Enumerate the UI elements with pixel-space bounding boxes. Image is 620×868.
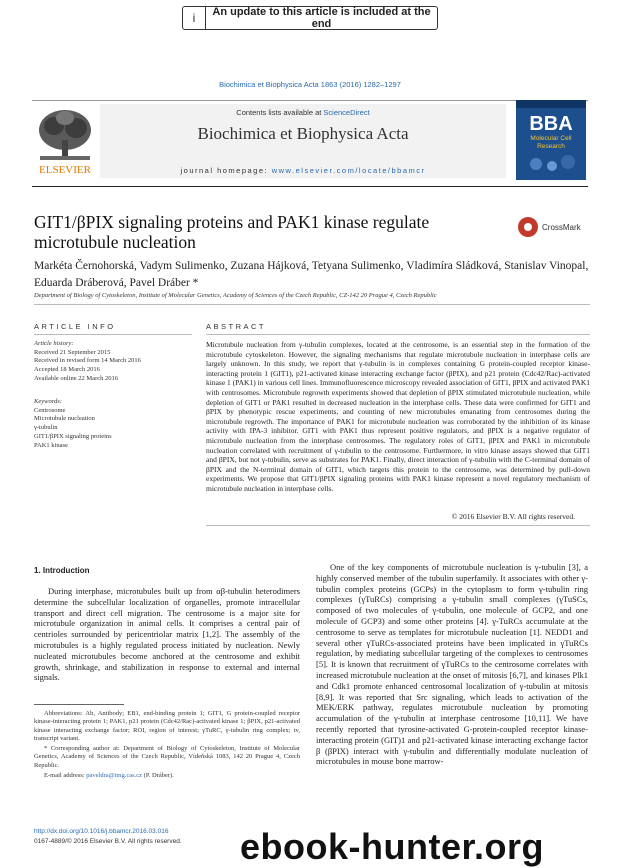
article-info-rule (34, 334, 192, 335)
cover-line-2: Molecular Cell (530, 135, 572, 142)
abstract-copyright: © 2016 Elsevier B.V. All rights reserved. (451, 512, 575, 521)
cover-bba: BBA (529, 113, 573, 135)
crossmark-button[interactable] (518, 216, 590, 238)
history-item: Received 21 September 2015 (34, 348, 111, 356)
elsevier-tree-icon (32, 104, 98, 178)
history-item: Accepted 18 March 2016 (34, 366, 100, 374)
crossmark-label: CrossMark (542, 222, 581, 232)
author-list: Markéta Černohorská, Vadym Sulimenko, Zuzana Hájková, Tetyana Sulimenko, Vladimíra Sládková, Stanislav Vinopal, Eduarda Dráberová, Pavel Dráber * (34, 260, 589, 289)
email-link[interactable]: paveldra@img.cas.cz (86, 772, 143, 780)
article-info-heading: ARTICLE INFO (34, 322, 116, 331)
history-item: Received in revised form 14 March 2016 (34, 357, 141, 365)
history-item: Available online 22 March 2016 (34, 374, 118, 382)
update-banner[interactable] (182, 6, 438, 30)
keyword: GIT1/βPIX signaling proteins (34, 432, 112, 440)
abbreviations-note: Abbreviations: Ab, Antibody; EB1, end-binding protein 1; GIT1, G protein-coupled receptor kinase-interacting protein 1; PAK1, p21 protein (Cdc42/Rac)-activated kinase 1; βPIX, p21-activated kinase interacting exchange factor; ROI, region of interest; γTuRC, γ-tubulin ring complex; tv, transcript variant. (34, 710, 300, 742)
keyword: γ-tubulin (34, 424, 58, 432)
elsevier-logo[interactable] (32, 104, 98, 178)
sciencedirect-link[interactable]: ScienceDirect (323, 108, 370, 117)
intro-left-paragraph: During interphase, microtubules built up from αβ-tubulin heterodimers determine the subcellular localization of organelles, promote intracellular transport and direct cell migration. The centrosome is a major site for microtubule organization in animal cells. It comprises a central pair of centrioles surrounded by pericentriolar matrix [1,2]. The assembly of the microtubules is a highly regulated process initiated by nucleation. Newly nucleated microtubules become anchored at the centrosome and exhibit growth, shrinkage, and stabilization in response to external and internal signals. (34, 586, 300, 683)
contents-prefix: Contents lists available at (236, 108, 322, 117)
elsevier-wordmark: ELSEVIER (39, 164, 91, 176)
issn-line: 0167-4889/© 2016 Elsevier B.V. All rights reserved. (34, 838, 182, 845)
keywords (34, 398, 194, 450)
info-icon: i (183, 7, 206, 29)
introduction-heading: 1. Introduction (34, 566, 90, 575)
corresponding-author-note: * Corresponding author at: Department of Biology of Cytoskeleton, Institute of Molecular Genetics, Academy of Sciences of the Czech Republic, Vídeňská 1083, 142 20 Prague 4, Czech Republic. (34, 745, 300, 769)
homepage-label: journal homepage: (180, 166, 269, 175)
email-note (34, 772, 300, 780)
journal-homepage (100, 166, 506, 175)
header-top-rule (32, 100, 588, 101)
footnotes (34, 710, 300, 782)
affiliation-rule (34, 304, 590, 305)
abstract-text: Microtubule nucleation from γ-tubulin complexes, located at the centrosome, is an essential step in the formation of the microtubule cytoskeleton. However, the signaling mechanisms that regulate microtubule nucleation in interphase cells are largely unknown. In this study, we report that γ-tubulin is in complexes containing G protein-coupled receptor kinase-interacting protein 1 (GIT1), p21-activated kinase interacting exchange factor (βPIX), and p21 protein (Cdc42/Rac)-activated kinase 1 (PAK1) in various cell lines. Immunofluorescence microscopy revealed association of GIT1, βPIX and activated PAK1 with centrosomes. Microtubule regrowth experiments showed that depletion of βPIX stimulated microtubule nucleation, while depletion of GIT1 or PAK1 resulted in decreased nucleation in the interphase cells. These data were confirmed for GIT1 and βPIX by phenotypic rescue experiments, and counting of new microtubules emanating from centrosomes during the microtubule regrowth. The importance of PAK1 for microtubule nucleation was corroborated by the inhibition of its kinase activity with IPA-3 inhibitor. GIT1 with PAK1 thus represent positive regulators, and βPIX is a negative regulator of microtubule nucleation from the interphase centrosomes. The regulatory roles of GIT1, βPIX and PAK1 in microtubule nucleation correlated with recruitment of γ-tubulin to the centrosome. Furthermore, in vitro kinase assays showed that GIT1 and βPIX, but not γ-tubulin, serve as substrates for PAK1. Finally, direct interaction of γ-tubulin with the C-terminal domain of βPIX and the N-terminal domain of GIT1, which targets this protein to the centrosome, was determined by pull-down experiments. We propose that GIT1/βPIX signaling proteins with PAK1 kinase represent a novel regulatory mechanism of microtubule nucleation in interphase cells. (206, 340, 590, 493)
affiliation: Department of Biology of Cytoskeleton, Institute of Molecular Genetics, Academy of Sciences of the Czech Republic, CZ-142 20 Prague 4, Czech Republic (34, 292, 437, 299)
doi-link[interactable]: http://dx.doi.org/10.1016/j.bbamcr.2016.03.016 (34, 828, 169, 835)
contents-line (100, 108, 506, 117)
history-label: Article history: (34, 340, 74, 347)
footnote-rule (34, 704, 124, 705)
email-label: E-mail address: (44, 772, 85, 780)
watermark: ebook-hunter.org (240, 826, 544, 867)
email-suffix: (P. Dráber). (143, 772, 174, 780)
intro-right-paragraph: One of the key components of microtubule nucleation is γ-tubulin [3], a highly conserved member of the tubulin superfamily. It associates with other γ-tubulin complex proteins (GCPs) in the cytoplasm to form γ-tubulin ring complexes (γTuRCs) comprising a γ-tubulin small complexes (γTuSCs, composed of two molecules of γ-tubulin, one molecule of GCP2, and one molecule of GCP3) and some other proteins [4]. γ-TuRCs accumulate at the centrosome to serve as templates for microtubule nucleation [1]. NEDD1 and several other γTuRCs-associated proteins have been implicated in γTuRCs regulation, by mediating subcellular targeting of the complexes to centrosomes [5]. It is known that recruitment of γTuRCs to the centrosome correlates with increased microtubule nucleation at the onset of mitosis [6,7], and kinases Plk1 and Cdk1 promote enhanced centrosomal localization of γ-tubulin at mitosis [8,9]. It was reported that Src signaling, which leads to activation of the MEK/ERK pathway, regulates microtubule nucleation by promoting accumulation of the γ-tubulin at interphase centrosome [10,11]. We have recently reported that tyrosine-activated G-protein-coupled receptor kinase-interacting protein (GIT)1 and p21-activated kinase interacting exchange factor β (βPIX) interact with γ-tubulin and differentially modulate nucleation of microtubules in mouse bone marrow- (316, 562, 588, 767)
cover-line-3: Research (537, 143, 565, 150)
abstract-heading: ABSTRACT (206, 322, 267, 331)
keyword: PAK1 kinase (34, 441, 68, 449)
abstract-bottom-rule (206, 525, 590, 526)
keywords-label: Keywords: (34, 398, 62, 405)
keyword: Microtubule nucleation (34, 415, 95, 423)
abstract-rule (206, 334, 590, 335)
journal-cover[interactable] (516, 100, 586, 180)
crossmark-icon (518, 217, 538, 237)
update-banner-text[interactable]: An update to this article is included at the end (212, 6, 431, 30)
article-title: GIT1/βPIX signaling proteins and PAK1 kinase regulate microtubule nucleation (34, 212, 430, 252)
journal-citation[interactable]: Biochimica et Biophysica Acta 1863 (2016) 1282–1297 (219, 80, 401, 89)
journal-title: Biochimica et Biophysica Acta (197, 124, 409, 143)
header-bottom-rule (32, 186, 588, 187)
homepage-link[interactable]: www.elsevier.com/locate/bbamcr (271, 166, 426, 175)
article-history (34, 340, 194, 384)
keyword: Centrosome (34, 406, 66, 414)
